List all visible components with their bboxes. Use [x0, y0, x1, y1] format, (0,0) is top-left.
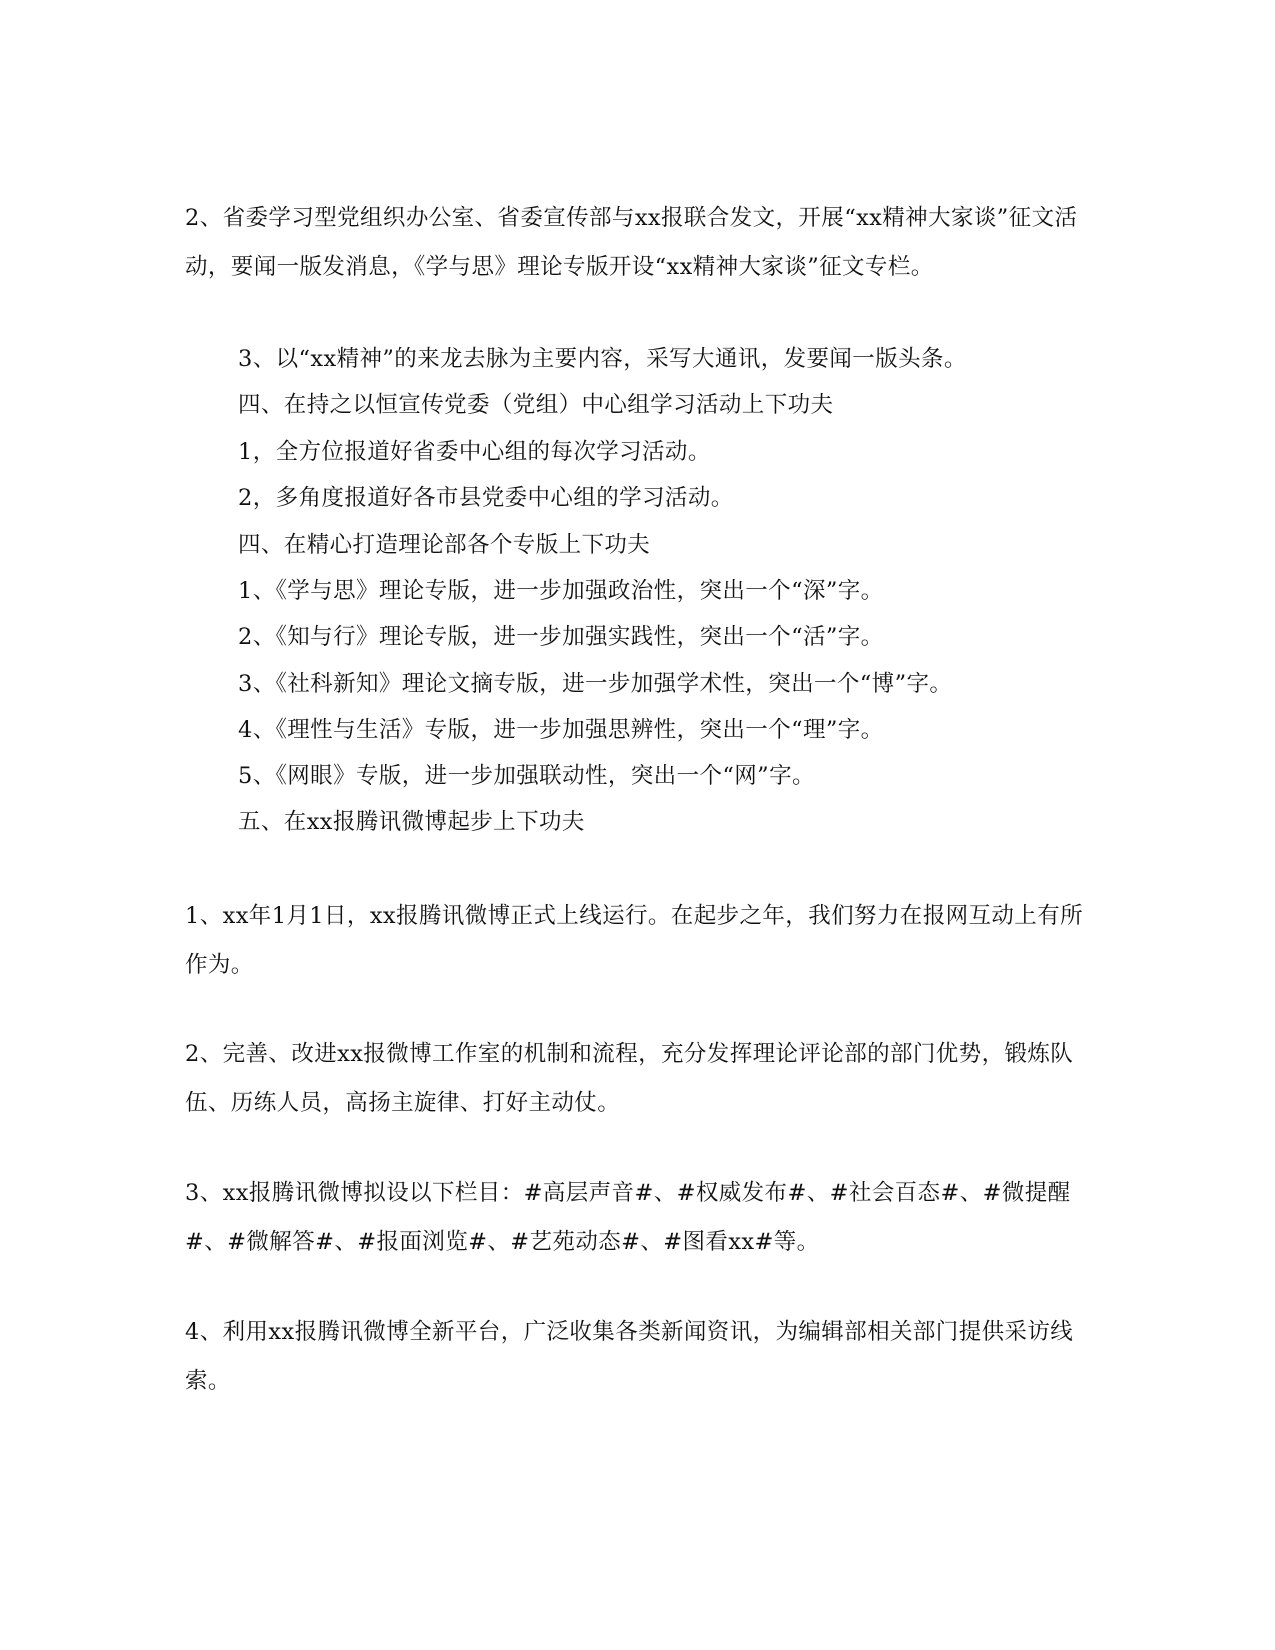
paragraph-5-3: 3、xx报腾讯微博拟设以下栏目：#高层声音#、#权威发布#、#社会百态#、#微提醒#、#微解答#、#报面浏览#、#艺苑动态#、#图看xx#等。	[185, 1180, 1071, 1255]
paragraph-4b-4: 4、《理性与生活》专版，进一步加强思辨性，突出一个“理”字。	[238, 717, 884, 743]
paragraph-4b-5: 5、《网眼》专版，进一步加强联动性，突出一个“网”字。	[238, 763, 815, 789]
paragraph-4a-1: 1，全方位报道好省委中心组的每次学习活动。	[238, 439, 711, 465]
section-heading-4a: 四、在持之以恒宣传党委（党组）中心组学习活动上下功夫	[238, 392, 834, 418]
paragraph-5-1: 1、xx年1月1日，xx报腾讯微博正式上线运行。在起步之年，我们努力在报网互动上有所作为。	[185, 903, 1084, 978]
paragraph-1: 2、省委学习型党组织办公室、省委宣传部与xx报联合发文，开展“xx精神大家谈”征文活动，要闻一版发消息，《学与思》理论专版开设“xx精神大家谈”征文专栏。	[185, 205, 1078, 280]
paragraph-5-2: 2、完善、改进xx报微博工作室的机制和流程，充分发挥理论评论部的部门优势，锻炼队伍、历练人员，高扬主旋律、打好主动仗。	[185, 1041, 1074, 1116]
paragraph-4b-3: 3、《社科新知》理论文摘专版，进一步加强学术性，突出一个“博”字。	[238, 671, 953, 697]
paragraph-5-4: 4、利用xx报腾讯微博全新平台，广泛收集各类新闻资讯，为编辑部相关部门提供采访线索。	[185, 1319, 1074, 1394]
paragraph-4b-1: 1、《学与思》理论专版，进一步加强政治性，突出一个“深”字。	[238, 578, 884, 604]
paragraph-2: 3、以“xx精神”的来龙去脉为主要内容，采写大通讯，发要闻一版头条。	[238, 346, 967, 372]
paragraph-4a-2: 2，多角度报道好各市县党委中心组的学习活动。	[238, 485, 734, 511]
section-heading-5: 五、在xx报腾讯微博起步上下功夫	[238, 809, 585, 835]
section-heading-4b: 四、在精心打造理论部各个专版上下功夫	[238, 532, 651, 558]
paragraph-4b-2: 2、《知与行》理论专版，进一步加强实践性，突出一个“活”字。	[238, 624, 884, 650]
